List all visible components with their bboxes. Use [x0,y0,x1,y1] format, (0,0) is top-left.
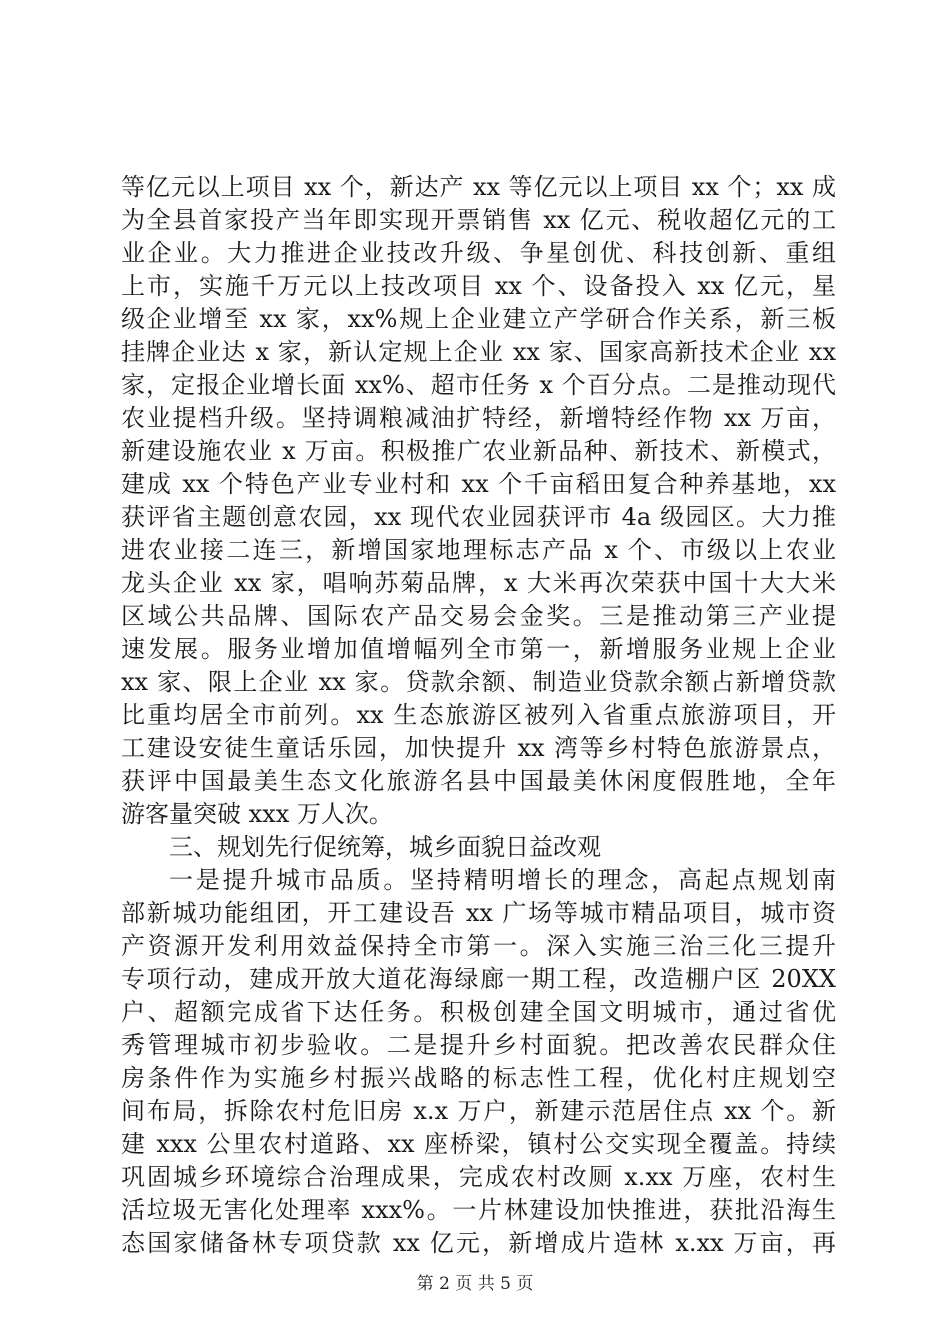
body-text-line: 家，定报企业增长面 xx%、超市任务 x 个百分点。二是推动现代 [121,371,836,399]
body-text-line: 游客量突破 xxx 万人次。 [121,800,393,828]
body-text-line: 进农业接二连三，新增国家地理标志产品 x 个、市级以上农业 [121,536,836,564]
section-heading: 三、规划先行促统筹，城乡面貌日益改观 [169,833,601,861]
body-text-line: 户、超额完成省下达任务。积极创建全国文明城市，通过省优 [121,998,836,1026]
body-text-line: 上市，实施千万元以上技改项目 xx 个、设备投入 xx 亿元，星 [121,272,836,300]
body-text-line: 农业提档升级。坚持调粮减油扩特经，新增特经作物 xx 万亩， [121,404,836,432]
body-text-line: 业企业。大力推进企业技改升级、争星创优、科技创新、重组 [121,239,836,267]
body-text-line: 态国家储备林专项贷款 xx 亿元，新增成片造林 x.xx 万亩，再 [121,1229,836,1257]
body-text-line: 龙头企业 xx 家，唱响苏菊品牌，x 大米再次荣获中国十大大米 [121,569,836,597]
body-text-line: 区域公共品牌、国际农产品交易会金奖。三是推动第三产业提 [121,602,836,630]
body-text-line: 部新城功能组团，开工建设吾 xx 广场等城市精品项目，城市资 [121,899,836,927]
body-text-line: 专项行动，建成开放大道花海绿廊一期工程，改造棚户区 20XX [121,965,836,993]
page-footer: 第 2 页 共 5 页 [416,1274,534,1294]
body-text-line: xx 家、限上企业 xx 家。贷款余额、制造业贷款余额占新增贷款 [121,668,836,696]
body-text-line: 工建设安徒生童话乐园，加快提升 xx 湾等乡村特色旅游景点， [121,734,836,762]
body-text-line: 挂牌企业达 x 家，新认定规上企业 xx 家、国家高新技术企业 xx [121,338,836,366]
body-text-line: 级企业增至 xx 家，xx%规上企业建立产学研合作关系，新三板 [121,305,836,333]
body-text-line: 建成 xx 个特色产业专业村和 xx 个千亩稻田复合种养基地，xx [121,470,836,498]
body-text-line: 产资源开发利用效益保持全市第一。深入实施三治三化三提升 [121,932,836,960]
body-text-line: 房条件作为实施乡村振兴战略的标志性工程，优化村庄规划空 [121,1064,836,1092]
body-text-line: 为全县首家投产当年即实现开票销售 xx 亿元、税收超亿元的工 [121,206,836,234]
paragraph-first-line: 一是提升城市品质。坚持精明增长的理念，高起点规划南 [169,866,836,894]
body-text-line: 获评中国最美生态文化旅游名县中国最美休闲度假胜地，全年 [121,767,836,795]
body-text-line: 获评省主题创意农园，xx 现代农业园获评市 4a 级园区。大力推 [121,503,836,531]
body-text-line: 建 xxx 公里农村道路、xx 座桥梁，镇村公交实现全覆盖。持续 [121,1130,836,1158]
body-text-line: 间布局，拆除农村危旧房 x.x 万户，新建示范居住点 xx 个。新 [121,1097,836,1125]
body-text-line: 比重均居全市前列。xx 生态旅游区被列入省重点旅游项目，开 [121,701,836,729]
body-text-line: 新建设施农业 x 万亩。积极推广农业新品种、新技术、新模式， [121,437,836,465]
body-text-line: 秀管理城市初步验收。二是提升乡村面貌。把改善农民群众住 [121,1031,836,1059]
body-text-line: 等亿元以上项目 xx 个，新达产 xx 等亿元以上项目 xx 个；xx 成 [121,173,836,201]
body-text-line: 巩固城乡环境综合治理成果，完成农村改厕 x.xx 万座，农村生 [121,1163,836,1191]
body-text-line: 活垃圾无害化处理率 xxx%。一片林建设加快推进，获批沿海生 [121,1196,836,1224]
body-text-line: 速发展。服务业增加值增幅列全市第一，新增服务业规上企业 [121,635,836,663]
